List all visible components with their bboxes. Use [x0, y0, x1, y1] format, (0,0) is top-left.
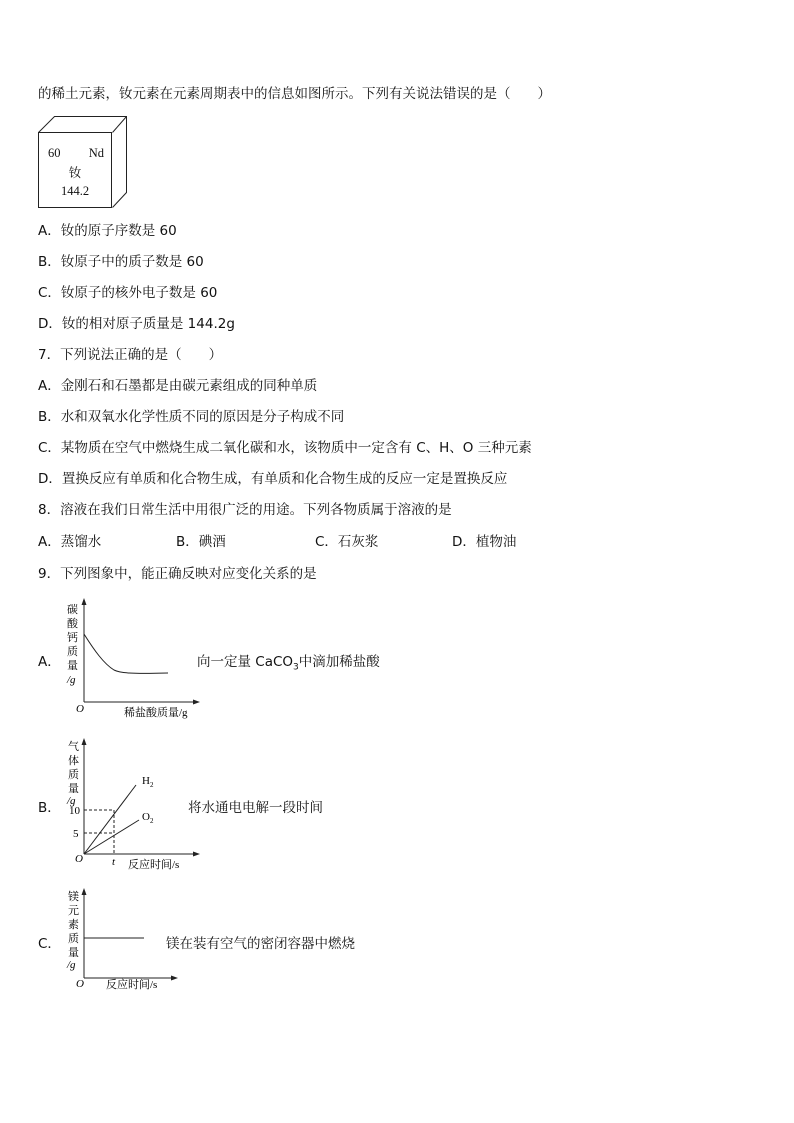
graph-c-ylabel-6: /g: [67, 959, 76, 971]
graph-a-curve: [84, 634, 168, 673]
graph-b-x-arrow: [193, 852, 200, 857]
q8-option-a[interactable]: A．蒸馏水: [38, 534, 102, 550]
graph-b-ylabel-3: 质: [68, 769, 79, 781]
q7-stem: 7．下列说法正确的是（ ）: [38, 347, 223, 363]
graph-a-ylabel-4: 质: [67, 646, 78, 658]
graph-a-x-arrow: [193, 700, 200, 705]
graph-c-ylabel-3: 素: [68, 919, 79, 931]
q8-stem: 8．溶液在我们日常生活中用很广泛的用途。下列各物质属于溶液的是: [38, 502, 452, 518]
graph-c-ylabel-4: 质: [68, 933, 79, 945]
q6-option-d[interactable]: D．钕的相对原子质量是 144.2g: [38, 316, 235, 332]
graph-b: [62, 738, 202, 872]
q8-option-d[interactable]: D．植物油: [452, 534, 517, 550]
graph-a: [62, 598, 202, 722]
graph-c-ylabel-5: 量: [68, 947, 79, 959]
graph-b-o2-label: [142, 811, 154, 825]
q9-option-b-label[interactable]: B．: [38, 800, 61, 816]
graph-a-svg: [62, 598, 202, 722]
q8-option-b[interactable]: B．碘酒: [176, 534, 226, 550]
graph-b-ylabel-1: 气: [68, 741, 79, 753]
q9-stem: 9．下列图象中，能正确反映对应变化关系的是: [38, 566, 317, 582]
graph-b-xlabel: 反应时间/s: [128, 859, 180, 871]
graph-a-ylabel-1: 碳: [67, 604, 78, 616]
graph-a-y-arrow: [82, 598, 87, 605]
q6-stem: 的稀土元素，钕元素在元素周期表中的信息如图所示。下列有关说法错误的是（ ）: [38, 86, 551, 102]
graph-c-description: 镁在装有空气的密闭容器中燃烧: [166, 936, 355, 952]
graph-b-h2-text: H: [142, 775, 150, 787]
graph-b-ytick-5: 5: [73, 828, 79, 840]
graph-b-h2-line: [84, 785, 136, 854]
q8-option-c[interactable]: C．石灰浆: [315, 534, 379, 550]
graph-c-xlabel: 反应时间/s: [106, 979, 158, 991]
graph-b-description: 将水通电电解一段时间: [188, 800, 323, 816]
graph-a-ylabel-2: 酸: [67, 618, 78, 630]
graph-c-svg: [62, 888, 182, 996]
graph-a-desc-sub: 3: [293, 662, 299, 673]
q6-option-b[interactable]: B．钕原子中的质子数是 60: [38, 254, 204, 270]
graph-a-desc-pre: 向一定量 CaCO: [197, 654, 294, 670]
graph-b-ytick-10: 10: [69, 805, 80, 817]
q7-option-d[interactable]: D．置换反应有单质和化合物生成，有单质和化合物生成的反应一定是置换反应: [38, 471, 508, 487]
graph-b-h2-label: [142, 775, 154, 789]
graph-a-description: [197, 650, 380, 673]
element-card: [38, 116, 130, 208]
q6-option-a[interactable]: A．钕的原子序数是 60: [38, 223, 177, 239]
q7-option-c[interactable]: C．某物质在空气中燃烧生成二氧化碳和水，该物质中一定含有 C、H、O 三种元素: [38, 440, 532, 456]
graph-a-ylabel-5: 量: [67, 660, 78, 672]
element-symbol: Nd: [88, 146, 104, 160]
q9-option-a-label[interactable]: A．: [38, 654, 61, 670]
graph-b-o2-line: [84, 820, 139, 854]
graph-b-o2-sub: 2: [149, 817, 154, 825]
atomic-number: 60: [48, 146, 61, 160]
graph-c-ylabel-2: 元: [68, 905, 79, 917]
graph-b-origin: O: [75, 853, 83, 865]
graph-a-origin: O: [76, 703, 84, 715]
graph-c-x-arrow: [171, 976, 178, 981]
graph-a-ylabel-6: /g: [67, 674, 76, 686]
graph-b-ylabel-5: /g: [67, 795, 76, 807]
element-card-face: [38, 132, 112, 208]
graph-b-svg: [62, 738, 202, 872]
graph-c-origin: O: [76, 978, 84, 990]
q6-option-c[interactable]: C．钕原子的核外电子数是 60: [38, 285, 218, 301]
graph-b-ylabel-4: 量: [68, 783, 79, 795]
graph-b-h2-sub: 2: [149, 781, 154, 789]
q9-option-c-label[interactable]: C．: [38, 936, 61, 952]
graph-c: [62, 888, 182, 996]
graph-b-ylabel-2: 体: [68, 755, 79, 767]
atomic-mass: 144.2: [60, 184, 90, 198]
graph-b-o2-text: O: [142, 811, 150, 823]
graph-b-xtick-t: t: [112, 856, 116, 868]
graph-c-ylabel-1: 镁: [68, 891, 79, 903]
graph-a-xlabel: 稀盐酸质量/g: [124, 707, 188, 719]
graph-a-desc-post: 中滴加稀盐酸: [298, 654, 380, 670]
graph-a-ylabel-3: 钙: [67, 632, 78, 644]
q7-option-b[interactable]: B．水和双氧水化学性质不同的原因是分子构成不同: [38, 409, 345, 425]
graph-b-y-arrow: [82, 738, 87, 745]
element-name: 钕: [68, 165, 82, 180]
graph-c-y-arrow: [82, 888, 87, 895]
q7-option-a[interactable]: A．金刚石和石墨都是由碳元素组成的同种单质: [38, 378, 318, 394]
